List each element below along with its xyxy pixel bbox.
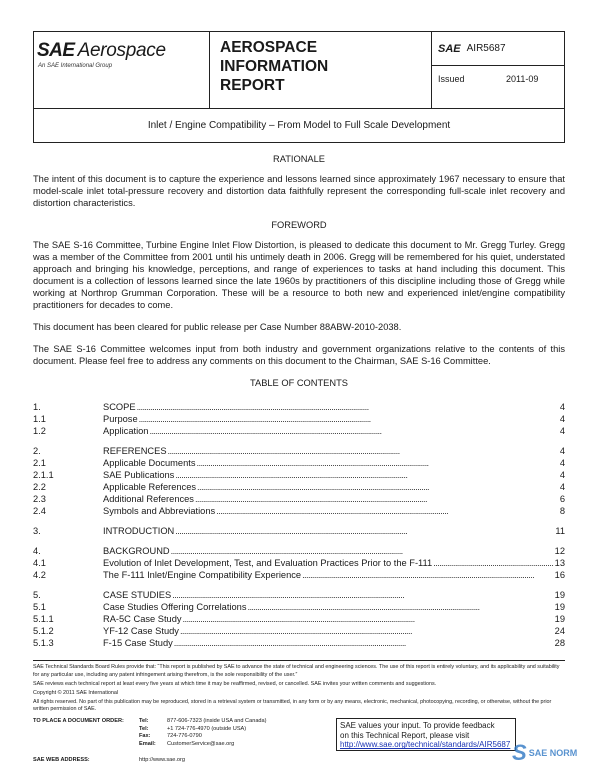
logo-sae-text: SAE — [37, 40, 75, 61]
toc-entry[interactable] — [33, 425, 565, 437]
document-header — [33, 31, 565, 109]
subtitle-text: Inlet / Engine Compatibility – From Model to Full Scale Development — [147, 120, 451, 131]
toc-title: BACKGROUND — [103, 546, 170, 556]
toc-number: 2.2 — [33, 482, 46, 492]
toc-page-number: 4 — [559, 482, 565, 492]
toc-number: 2.4 — [33, 506, 46, 516]
toc-title: The F-111 Inlet/Engine Compatibility Experience — [103, 570, 302, 580]
toc-page-number: 13 — [554, 558, 565, 568]
contact-key: Fax: — [139, 733, 151, 740]
toc-entry[interactable] — [33, 525, 565, 537]
toc-number: 2.1 — [33, 458, 46, 468]
toc-entry[interactable] — [33, 637, 565, 649]
toc-number: 5. — [33, 590, 41, 600]
toc-page-number: 19 — [554, 590, 565, 600]
foreword-heading: FOREWORD — [271, 220, 327, 230]
toc-leader-dots — [195, 493, 554, 505]
toc-title: Additional References — [103, 494, 194, 504]
toc-leader-dots — [172, 589, 553, 601]
toc-entry[interactable] — [33, 569, 565, 581]
title-line: REPORT — [220, 77, 285, 94]
order-label: TO PLACE A DOCUMENT ORDER: — [33, 718, 124, 724]
toc-number: 5.1 — [33, 602, 46, 612]
toc-entry[interactable] — [33, 613, 565, 625]
watermark-logo-icon: S — [512, 740, 527, 765]
toc-title: Evolution of Inlet Development, Test, and Evaluation Practices Prior to the F-111 — [103, 558, 433, 568]
toc-entry[interactable] — [33, 401, 565, 413]
contact-email-link[interactable]: CustomerService@sae.org — [167, 740, 235, 747]
toc-leader-dots — [168, 445, 554, 457]
title-line: INFORMATION — [220, 58, 329, 75]
sae-aerospace-logo — [34, 32, 210, 108]
toc-page-number: 19 — [554, 614, 565, 624]
toc-page-number: 4 — [559, 470, 565, 480]
contact-key: Email: — [139, 740, 156, 747]
toc-entry[interactable] — [33, 545, 565, 557]
document-subtitle — [33, 109, 565, 143]
toc-title: Purpose — [103, 414, 138, 424]
foreword-paragraph: The SAE S-16 Committee welcomes input from both industry and government organizations relative to the contents of this document. Please feel free to address any comments on this document to the Chairman, SAE S-16 Committee. — [33, 344, 565, 366]
feedback-text: SAE values your input. To provide feedback — [340, 721, 495, 730]
web-address-row — [33, 757, 185, 763]
toc-page-number: 4 — [559, 414, 565, 424]
toc-leader-dots — [171, 545, 554, 557]
toc-number: 4. — [33, 546, 41, 556]
toc-entry[interactable] — [33, 469, 565, 481]
document-number — [432, 32, 564, 66]
toc-leader-dots — [175, 525, 554, 537]
toc-title: Applicable Documents — [103, 458, 196, 468]
table-of-contents — [33, 401, 565, 649]
footer-line: SAE reviews each technical report at least every five years at which time it may be reaffirmed, revised, or cancelled. SAE invites your written comments and suggestions. — [33, 680, 437, 687]
toc-page-number: 4 — [559, 402, 565, 412]
toc-number: 2.3 — [33, 494, 46, 504]
document-body — [33, 150, 565, 649]
foreword-paragraph: The SAE S-16 Committee, Turbine Engine Inlet Flow Distortion, is pleased to dedicate this document to Mr. Gregg Turley. Gregg was a member of the Committee from 2001 until his untimely death in 2006. Gregg will be remembered for his quiet, understated approach and bringing his knowledge, perceptions, and range of experiences to tasks at hand including this document. This document is a collection of lessons learned since the late 1960s by practitioners of this discipline including those of Gregg while working at Northrop Grumman Corporation. These will be a resource to both new and experienced inlet/engine compatibility practitioners for decades to come. — [33, 240, 565, 310]
logo-tagline: An SAE International Group — [38, 63, 113, 69]
toc-leader-dots — [180, 625, 554, 637]
toc-heading: TABLE OF CONTENTS — [250, 378, 348, 388]
issued-label: Issued — [438, 74, 465, 84]
toc-leader-dots — [302, 569, 554, 581]
toc-page-number: 4 — [559, 426, 565, 436]
toc-page-number: 19 — [554, 602, 565, 612]
toc-entry[interactable] — [33, 445, 565, 457]
toc-entry[interactable] — [33, 505, 565, 517]
toc-page-number: 11 — [555, 526, 565, 536]
toc-leader-dots — [197, 481, 554, 493]
toc-title: F-15 Case Study — [103, 638, 173, 648]
toc-entry[interactable] — [33, 589, 565, 601]
toc-number: 1.2 — [33, 426, 46, 436]
doc-number: AIR5687 — [466, 43, 506, 54]
toc-number: 2.1.1 — [33, 470, 54, 480]
toc-leader-dots — [174, 637, 554, 649]
contact-key: Tel: — [139, 718, 149, 724]
toc-page-number: 16 — [554, 570, 565, 580]
document-type-title — [210, 32, 432, 108]
toc-entry[interactable] — [33, 625, 565, 637]
toc-page-number: 28 — [554, 638, 565, 648]
foreword-paragraph: This document has been cleared for public release per Case Number 88ABW-2010-2038. — [33, 322, 402, 332]
toc-title: Case Studies Offering Correlations — [103, 602, 247, 612]
toc-entry[interactable] — [33, 413, 565, 425]
toc-number: 4.2 — [33, 570, 46, 580]
toc-number: 5.1.2 — [33, 626, 54, 636]
toc-number: 1. — [33, 402, 41, 412]
title-line: AEROSPACE — [220, 39, 318, 56]
toc-entry[interactable] — [33, 601, 565, 613]
toc-leader-dots — [197, 457, 554, 469]
issued-date: 2011-09 — [506, 74, 539, 84]
toc-leader-dots — [137, 401, 554, 413]
toc-title: SAE Publications — [103, 470, 175, 480]
toc-page-number: 4 — [559, 446, 565, 456]
toc-number: 2. — [33, 446, 41, 456]
toc-number: 3. — [33, 526, 41, 536]
toc-entry[interactable] — [33, 457, 565, 469]
toc-leader-dots — [149, 425, 554, 437]
issued-row — [432, 66, 564, 84]
toc-leader-dots — [183, 613, 554, 625]
contact-value: 724-776-0790 — [167, 733, 202, 740]
footer-line: All rights reserved. No part of this publication may be reproduced, stored in a retrieval system or transmitted, in any form or by any means, electronic, mechanical, photocopying, recording, or otherwise, without the prior written permission of SAE. — [33, 698, 552, 713]
toc-page-number: 8 — [559, 506, 565, 516]
toc-number: 1.1 — [33, 414, 46, 424]
toc-page-number: 6 — [559, 494, 565, 504]
rationale-text: The intent of this document is to capture the experience and lessons learned since approximately 1967 necessary to ensure that model-scale inlet total-pressure recovery and distortion data faithfully represent the corresponding full-scale inlet recovery and distortion characteristics. — [33, 174, 565, 208]
footer-line: SAE Technical Standards Board Rules provide that: “This report is published by SAE to advance the state of technical and engineering sciences. The use of this report is entirely voluntary, and its applicability and suitability for any particular use, including any patent infringement arising therefrom, is the sole responsibility of the user.” — [33, 664, 560, 678]
watermark-text: SAE NORM — [528, 748, 578, 758]
toc-entry[interactable] — [33, 481, 565, 493]
toc-page-number: 24 — [554, 626, 565, 636]
contact-key: Tel: — [139, 725, 149, 732]
toc-title: Application — [103, 426, 149, 436]
sae-norm-watermark — [512, 740, 577, 766]
toc-title: YF-12 Case Study — [103, 626, 179, 636]
toc-number: 4.1 — [33, 558, 46, 568]
toc-number: 5.1.1 — [33, 614, 54, 624]
contact-value: +1 724-776-4970 (outside USA) — [167, 725, 247, 732]
toc-title: CASE STUDIES — [103, 590, 172, 600]
contact-value: 877-606-7323 (inside USA and Canada) — [167, 718, 267, 724]
toc-leader-dots — [247, 601, 553, 613]
toc-leader-dots — [433, 557, 553, 569]
rationale-heading: RATIONALE — [272, 154, 325, 164]
order-contact — [33, 718, 325, 748]
toc-title: SCOPE — [103, 402, 136, 412]
footer-line: Copyright © 2011 SAE International — [33, 689, 119, 696]
feedback-text: on this Technical Report, please visit — [340, 730, 470, 740]
web-label: SAE WEB ADDRESS: — [33, 757, 90, 763]
feedback-link[interactable]: http://www.sae.org/technical/standards/AIR5687 — [340, 740, 511, 750]
toc-page-number: 4 — [559, 458, 565, 468]
web-url-link[interactable]: http://www.sae.org — [139, 757, 186, 763]
toc-title: Symbols and Abbreviations — [103, 506, 216, 516]
toc-title: RA-5C Case Study — [103, 614, 182, 624]
legal-footer — [33, 660, 565, 716]
doc-prefix: SAE — [438, 42, 461, 55]
toc-leader-dots — [139, 413, 554, 425]
feedback-box — [336, 718, 516, 751]
toc-title: REFERENCES — [103, 446, 167, 456]
toc-number: 5.1.3 — [33, 638, 54, 648]
toc-leader-dots — [175, 469, 554, 481]
logo-aerospace-text: Aerospace — [77, 40, 166, 61]
toc-entry[interactable] — [33, 557, 565, 569]
toc-page-number: 12 — [554, 546, 565, 556]
toc-title: INTRODUCTION — [103, 526, 175, 536]
toc-entry[interactable] — [33, 493, 565, 505]
toc-leader-dots — [216, 505, 554, 517]
toc-title: Applicable References — [103, 482, 197, 492]
